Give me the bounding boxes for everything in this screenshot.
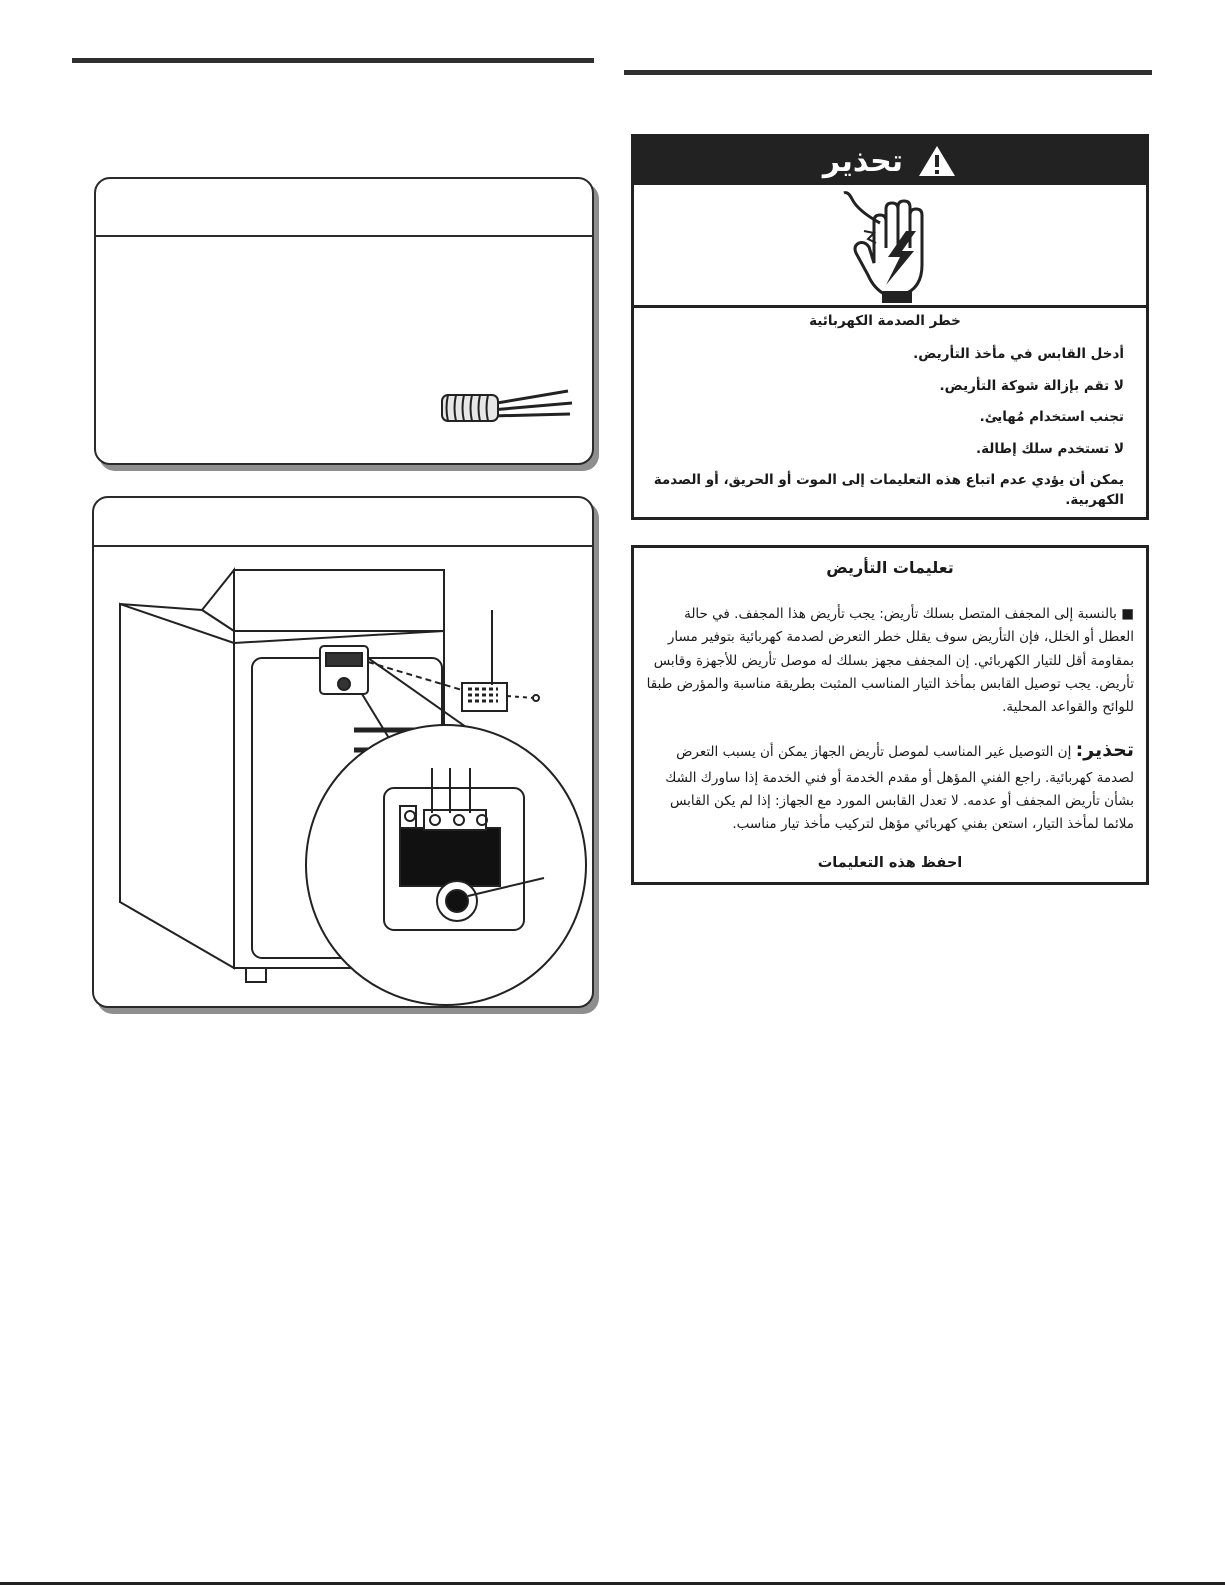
- dryer-terminal-block-illustration: [94, 498, 592, 1006]
- warning-title: تحذير: [822, 143, 904, 179]
- grounding-text: يجب تأريض هذا المجفف. في حالة العطل أو الخلل، فإن التأريض سوف يقلل خطر التعرض لصدمة كهربائية بتوفير مسار بمقاومة أقل للتيار الكهربائي. إن المجفف مجهز بسلك له موصل تأريض للأجهزة وقابس تأريض. يجب توصيل القابس بمأخذ التيار المناسب المثبت بطريقة مناسبة والمؤرض طبقا للوائح والقواعد المحلية.: [646, 606, 1134, 716]
- grounding-paragraph: [646, 603, 1134, 720]
- left-column-rule: [72, 58, 594, 63]
- save-instructions: احفظ هذه التعليمات: [817, 854, 963, 871]
- warning-item: لا تقم بإزالة شوكة التأريض.: [939, 377, 1124, 394]
- warning-item: يمكن أن يؤدي عدم اتباع هذه التعليمات إلى الموت أو الحريق، أو الصدمة الكهربية.: [653, 472, 1124, 508]
- power-cord-illustration: [96, 179, 592, 463]
- right-column-rule: [624, 70, 1152, 75]
- warning-icon-area: [634, 185, 1146, 308]
- grounding-title: تعليمات التأريض: [826, 558, 954, 577]
- bullet-icon: ■: [1121, 606, 1134, 622]
- power-cord-panel: [94, 177, 594, 465]
- warning-box: [631, 134, 1149, 520]
- warning-item: أدخل القابس في مأخذ التأريض.: [913, 346, 1124, 362]
- dryer-back-panel: [92, 496, 594, 1008]
- grounding-instructions-box: [631, 545, 1149, 885]
- warning-item: تجنب استخدام مُهايئ.: [979, 409, 1124, 426]
- warning-item: لا تستخدم سلك إطالة.: [975, 440, 1124, 457]
- warning-body: [646, 313, 1124, 522]
- electric-shock-hand-icon: [634, 185, 1146, 305]
- hazard-heading: خطر الصدمة الكهربائية: [809, 313, 961, 329]
- grounding-warning-paragraph: [646, 734, 1134, 837]
- grounding-lead: بالنسبة إلى المجفف المتصل بسلك تأريض:: [879, 606, 1117, 622]
- grounding-warning-text: إن التوصيل غير المناسب لموصل تأريض الجهاز يمكن أن يسبب التعرض لصدمة كهربائية. راجع الفني المؤهل أو مقدم الخدمة أو فني الخدمة إذا ساورك الشك بشأن تأريض المجفف أو عدمه. لا تعدل القابس المورد مع الجهاز: إذا لم يكن القابس ملائما لمأخذ التيار، استعن بفني كهربائي مؤهل لتركيب مأخذ تيار مناسب.: [665, 743, 1134, 833]
- warning-header: [634, 137, 1146, 185]
- grounding-warning-label: تحذير:: [1075, 738, 1134, 761]
- warning-triangle-icon: [917, 144, 957, 178]
